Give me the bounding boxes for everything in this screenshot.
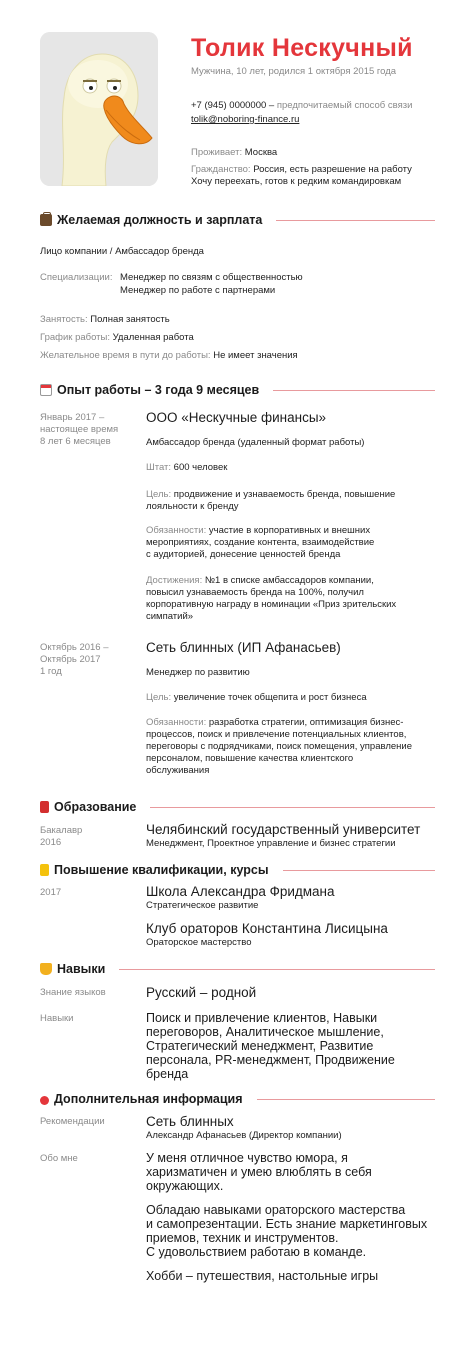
job-1-goal-line: [146, 489, 446, 501]
book-icon: [40, 801, 49, 813]
education-degree: Бакалавр: [40, 825, 83, 836]
job-1-period-start: Январь 2017 –: [40, 412, 105, 423]
about-text: [146, 1151, 456, 1283]
employment-label: Занятость:: [40, 314, 88, 325]
briefcase-icon: [40, 214, 52, 226]
schedule-value: Удаленная работа: [112, 332, 194, 343]
residence-value: Москва: [244, 147, 278, 158]
job-1-company: ООО «Нескучные финансы»: [146, 410, 327, 425]
job-1-goal: [146, 489, 446, 513]
section-experience-title: Опыт работы – 3 года 9 месяцев: [57, 383, 260, 397]
about-label: Обо мне: [40, 1153, 78, 1164]
course-2-name: Клуб ораторов Константина Лисицына: [146, 921, 388, 936]
specialization-2: Менеджер по работе с партнерами: [120, 285, 276, 296]
section-divider: [276, 220, 435, 221]
candidate-meta: Мужчина, 10 лет, родился 1 октября 2015 года: [191, 66, 397, 77]
job-2-company: Сеть блинных (ИП Афанасьев): [146, 640, 341, 655]
citizenship-label: Гражданство:: [191, 164, 251, 175]
section-courses-title-wrap: [40, 863, 269, 877]
skills-line: персонала, PR-менеджмент, Продвижение: [146, 1053, 395, 1067]
education-faculty: Менеджмент, Проектное управление и бизнес стратегии: [146, 838, 396, 849]
section-skills-title: Навыки: [57, 962, 106, 976]
job-1-duties: [146, 525, 446, 561]
notebook-icon: [40, 864, 49, 876]
phone-note: предпочитаемый способ связи: [276, 100, 413, 111]
calendar-icon: [40, 384, 52, 396]
pushpin-icon: [40, 1096, 49, 1105]
skills-line: Поиск и привлечение клиентов, Навыки: [146, 1011, 378, 1025]
section-skills-title-wrap: [40, 962, 105, 976]
section-extra: [40, 1092, 435, 1106]
section-education-title-wrap: [40, 800, 136, 814]
job-2-duties-line: процессов, поиск и привлечение потенциальных клиентов,: [146, 729, 407, 740]
job-2-duties-text: разработка стратегии, оптимизация бизнес-: [208, 717, 404, 728]
job-1-period-end: настоящее время: [40, 424, 119, 435]
section-extra-title-wrap: [40, 1092, 243, 1106]
course-1-topic: Стратегическое развитие: [146, 900, 259, 911]
specializations-label: Специализации:: [40, 272, 113, 283]
job-2-goal-label: Цель:: [146, 692, 172, 703]
job-2-duties: [146, 717, 456, 777]
section-skills: [40, 962, 435, 976]
section-courses: [40, 863, 435, 877]
section-divider: [119, 969, 435, 970]
skills-line: бренда: [146, 1067, 189, 1081]
about-line: Обладаю навыками ораторского мастерства: [146, 1203, 406, 1217]
job-2-duties-line: [146, 717, 456, 729]
schedule-row: [40, 332, 194, 344]
section-experience-title-wrap: [40, 383, 259, 397]
job-2-position: Менеджер по развитию: [146, 667, 250, 678]
specialization-1: Менеджер по связям с общественностью: [120, 272, 303, 283]
email-link[interactable]: tolik@noboring-finance.ru: [191, 114, 300, 125]
recommendation-person: Александр Афанасьев (Директор компании): [146, 1130, 342, 1141]
about-line: С удовольствием работаю в команде.: [146, 1245, 367, 1259]
job-1-goal-text: продвижение и узнаваемость бренда, повышение: [173, 489, 396, 500]
education-university: Челябинский государственный университет: [146, 822, 421, 837]
job-1-duties-line: мероприятиях, создание контента, взаимодействие: [146, 537, 375, 548]
skills-line: переговоров, Аналитическое мышление,: [146, 1025, 384, 1039]
job-2-duties-line: персоналом, повышение качества клиентского: [146, 753, 354, 764]
phone-separator: –: [266, 100, 277, 111]
trophy-icon: [40, 963, 52, 975]
languages-value: Русский – родной: [146, 985, 257, 1000]
job-1-staff-value: 600 человек: [173, 462, 228, 473]
section-education-title: Образование: [54, 800, 137, 814]
course-2-topic: Ораторское мастерство: [146, 937, 252, 948]
job-1-ach-line: [146, 575, 456, 587]
job-1-goal-line: лояльности к бренду: [146, 501, 239, 512]
section-divider: [273, 390, 435, 391]
candidate-name: Толик Нескучный: [191, 34, 413, 62]
job-1-position: Амбассадор бренда (удаленный формат работы): [146, 437, 365, 448]
employment-value: Полная занятость: [90, 314, 170, 325]
job-2-goal-text: увеличение точек общепита и рост бизнеса: [173, 692, 367, 703]
goose-avatar-icon: [40, 32, 158, 186]
section-education: [40, 800, 435, 814]
desired-position: Лицо компании / Амбассадор бренда: [40, 246, 204, 257]
job-1-achievements: [146, 575, 456, 623]
job-1-duties-text: участие в корпоративных и внешних: [208, 525, 371, 536]
job-2-duties-line: переговоры с подрядчиками, поиск помещения, управление: [146, 741, 412, 752]
avatar: [40, 32, 158, 186]
recommendations-label: Рекомендации: [40, 1116, 105, 1127]
section-divider: [283, 870, 436, 871]
job-2-duties-line: обслуживания: [146, 765, 210, 776]
job-2-duties-label: Обязанности:: [146, 717, 207, 728]
section-experience: [40, 383, 435, 397]
about-line: и самопрезентации. Есть знание маркетинговых: [146, 1217, 428, 1231]
skills-line: Стратегический менеджмент, Развитие: [146, 1039, 374, 1053]
section-desired-title-wrap: [40, 213, 262, 227]
residence-row: [191, 147, 277, 159]
languages-label: Знание языков: [40, 987, 106, 998]
residence-label: Проживает:: [191, 147, 243, 158]
job-1-staff: [146, 462, 227, 474]
about-line: харизматичен и умею влюблять в себя: [146, 1165, 372, 1179]
citizenship-value: Россия, есть разрешение на работу: [253, 164, 412, 175]
job-1-ach-text: №1 в списке амбассадоров компании,: [204, 575, 374, 586]
employment-row: [40, 314, 170, 326]
section-desired: [40, 213, 435, 227]
commute-label: Желательное время в пути до работы:: [40, 350, 211, 361]
about-line: окружающих.: [146, 1179, 224, 1193]
section-desired-title: Желаемая должность и зарплата: [57, 213, 263, 227]
job-2-goal: [146, 692, 446, 704]
education-year: 2016: [40, 837, 62, 848]
course-1-name: Школа Александра Фридмана: [146, 884, 335, 899]
schedule-label: График работы:: [40, 332, 110, 343]
job-1-ach-label: Достижения:: [146, 575, 203, 586]
commute-row: [40, 350, 298, 362]
citizenship-row: [191, 164, 412, 176]
job-1-duties-line: [146, 525, 446, 537]
job-1-ach-line: повысил узнаваемость бренда на 100%, получил: [146, 587, 364, 598]
job-2-duration: 1 год: [40, 666, 62, 677]
job-1-duration: 8 лет 6 месяцев: [40, 436, 111, 447]
relocation-note: Хочу переехать, готов к редким командировкам: [191, 176, 402, 187]
phone-number[interactable]: +7 (945) 0000000: [191, 100, 267, 111]
recommendation-company: Сеть блинных: [146, 1114, 234, 1129]
job-1-ach-line: корпоративную награду в номинации «Приз зрительских: [146, 599, 397, 610]
job-2-period-end: Октябрь 2017: [40, 654, 101, 665]
job-1-ach-line: симпатий»: [146, 611, 194, 622]
job-2-period-start: Октябрь 2016 –: [40, 642, 109, 653]
section-extra-title: Дополнительная информация: [54, 1092, 243, 1106]
commute-value: Не имеет значения: [213, 350, 298, 361]
job-1-staff-label: Штат:: [146, 462, 172, 473]
about-line: приемов, техник и инструментов.: [146, 1231, 339, 1245]
section-divider: [257, 1099, 435, 1100]
job-1-duties-line: с аудиторией, донесение ценностей бренда: [146, 549, 341, 560]
about-line: Хобби – путешествия, настольные игры: [146, 1269, 379, 1283]
job-1-goal-label: Цель:: [146, 489, 172, 500]
contact-phone-row: [191, 100, 471, 112]
skills-label: Навыки: [40, 1013, 74, 1024]
section-divider: [150, 807, 435, 808]
section-courses-title: Повышение квалификации, курсы: [54, 863, 269, 877]
skills-list: [146, 1011, 446, 1081]
about-line: У меня отличное чувство юмора, я: [146, 1151, 348, 1165]
job-1-duties-label: Обязанности:: [146, 525, 207, 536]
courses-year: 2017: [40, 887, 62, 898]
